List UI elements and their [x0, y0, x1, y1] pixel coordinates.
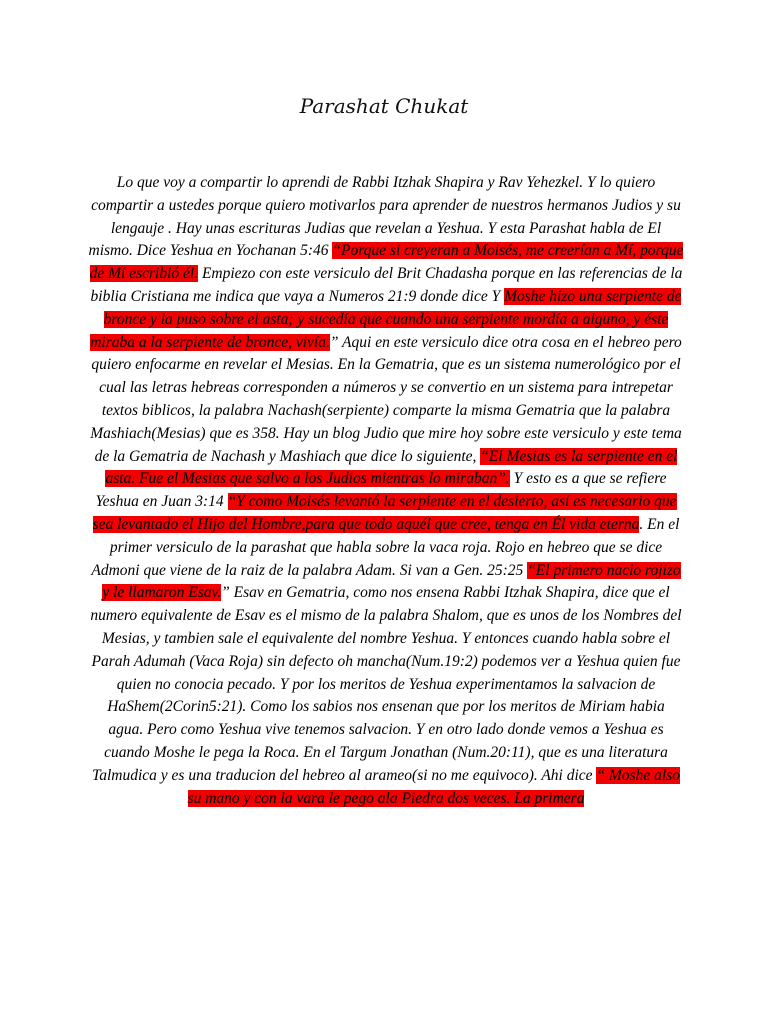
highlighted-quote: “Y como Moisés levantó la serpiente en el desierto, así es necesario que sea levantado el Hijo del Hombre,para que todo aquél que cree, tenga en Él vida eterna — [92, 493, 677, 533]
document-title: Parashat Chukat — [299, 94, 469, 118]
text-segment: ” Esav en Gematria, como nos ensena Rabbi Itzhak Shapira, dice que el numero equivalente de Esav es el mismo de la palabra Shalom, que es unos de los Nombres del Mesias, y tambien sale el equivalente del nombre Yeshua. Y entonces cuando habla sobre el Parah Adumah (Vaca Roja) sin defecto oh mancha(Num.19:2) podemos ver a Yeshua quien fue quien no conocia pecado. Y por los meritos de Yeshua experimentamos la salvacion de HaShem(2Corin5:21). Como los sabios nos ensenan que por los meritos de Miriam habia agua. Pero como Yeshua vive tenemos salvacion. Y en otro lado donde vemos a Yeshua es cuando Moshe le pega la Roca. En el Targum Jonathan (Num.20:11), que es una literatura Talmudica y es una traducion del hebreo al arameo(si no me equivoco). Ahi dice — [90, 584, 682, 784]
highlighted-quote: Moshe hizo una serpiente de bronce y la puso sobre el asta; y sucedía que cuando una serpiente mordía a alguno, y éste miraba a la serpiente de bronce, vivía. — [90, 287, 682, 351]
highlighted-quote: “El Mesias es la serpiente en el asta. Fue el Mesias que salvo a los Judios mientras lo miraban”. — [105, 447, 678, 488]
text-segment: Y esto es a que se refiere Yeshua en Juan 3:14 — [95, 470, 667, 511]
document-body — [88, 172, 684, 810]
text-segment: Lo que voy a compartir lo aprendi de Rabbi Itzhak Shapira y Rav Yehezkel. Y lo quiero compartir a ustedes porque quiero motivarlos para aprender de nuestros hermanos Judios y su lengauje . Hay unas escrituras Judias que revelan a Yeshua. Y esta Parashat habla de El mismo. Dice Yeshua en Yochanan 5:46 — [88, 174, 681, 260]
highlighted-quote: “ Moshe also su mano y con la vara le pego ala Piedra dos veces. La primera — [187, 766, 680, 807]
text-segment: . En el primer versiculo de la parashat que habla sobre la vaca roja. Rojo en hebreo que se dice Admoni que viene de la raiz de la palabra Adam. Si van a Gen. 25:25 — [91, 515, 680, 579]
highlighted-quote: “Porque si creyeran a Moisés, me creerían a Mí, porque de Mí escribió él. — [89, 242, 684, 283]
text-segment: ” Aqui en este versiculo dice otra cosa en el hebreo pero quiero enfocarme en revelar el Mesias. En la Gematria, que es un sistema numerológico por el cual las letras hebreas corresponden a números y se convertio en un sistema para intrepetar textos biblicos, la palabra Nachash(serpiente) comparte la misma Gematria que la palabra Mashiach(Mesias) que es 358. Hay un blog Judio que mire hoy sobre este versiculo y este tema de la Gematria de Nachash y Mashiach que dice lo siguiente, — [90, 333, 682, 465]
text-segment: Empiezo con este versiculo del Brit Chadasha porque en las referencias de la biblia Cristiana me indica que vaya a Numeros 21:9 donde dice Y — [90, 265, 683, 305]
highlighted-quote: “El primero nacio rojizo y le llamaron Esav. — [102, 561, 681, 602]
